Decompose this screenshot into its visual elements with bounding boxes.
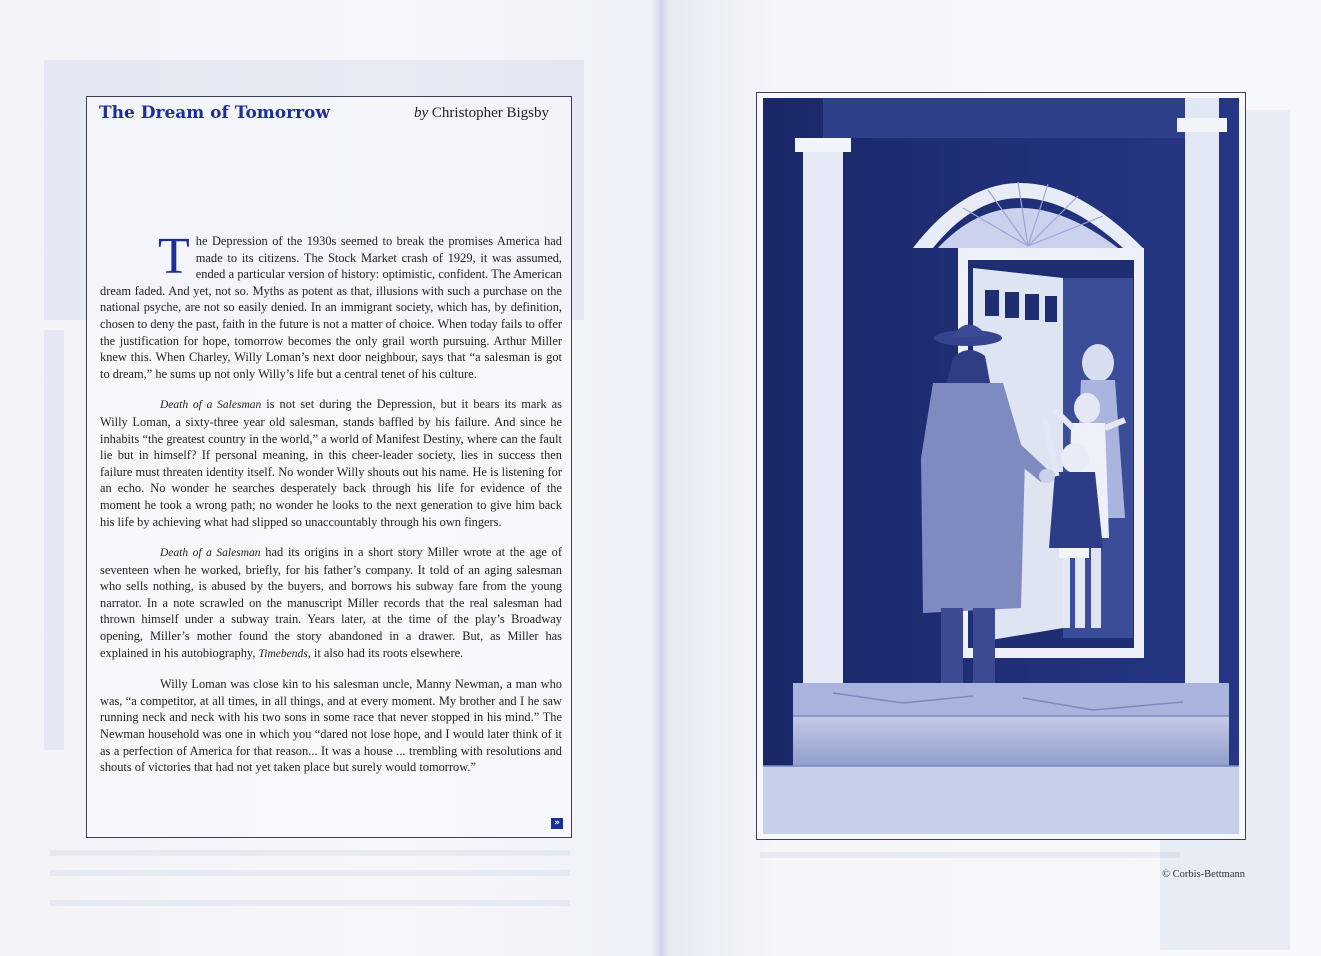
paragraph-1: [100, 228, 562, 382]
photo-credit: © Corbis-Bettmann: [1162, 869, 1245, 880]
doorway-photo: [763, 98, 1239, 834]
photo-frame: [756, 92, 1246, 840]
article-frame: [86, 96, 572, 838]
article-title: The Dream of Tomorrow: [99, 103, 331, 123]
paragraph-2: [100, 396, 562, 530]
page-gutter: [652, 0, 670, 956]
play-title: Death of a Salesman: [160, 547, 261, 560]
paragraph-3: [100, 544, 562, 662]
author-name: Christopher Bigsby: [431, 105, 549, 121]
continue-arrow-icon: »: [551, 818, 563, 829]
paragraph-4-text: Willy Loman was close kin to his salesman uncle, Manny Newman, a man who was, “a competitor, at all times, in all things, and at every moment. My brother and I he saw running neck and neck with his two sons in some race that never stopped in his mind.” The Newman household was one in which you “dared not lose hope, and I would later think of it as a perfection of America for that reason... It was a house ... trembling with resolutions and shouts of victories that had not yet taken place but surely would tomorrow.”: [100, 677, 562, 775]
paragraph-2-text: is not set during the Depression, but it bears its mark as Willy Loman, a sixty-three year old salesman, stands baffled by his failure. And since he inhabits “the greatest country in the world,” a world of Manifest Destiny, where can the fault lie but in himself? If personal meaning, in this cheer-leader society, lies in success then failure must threaten identity itself. No wonder Willy shouts out his name. He is listening for an echo. No wonder he searches desperately back through his life for evidence of the moment he took a wrong path; no wonder he looks to the next generation to give him back his life by achieving what had slipped so unaccountably through his own fingers.: [100, 397, 562, 529]
show-through-line: [50, 870, 570, 876]
byline-prefix: by: [413, 105, 429, 121]
article-body: [100, 228, 562, 790]
doorway-photo-illustration: [763, 98, 1239, 834]
paragraph-3-text-end: , it also had its roots elsewhere.: [307, 645, 464, 660]
show-through-line: [760, 852, 1180, 858]
paragraph-1-text: he Depression of the 1930s seemed to break the promises America had made to its citizens. The Stock Market crash of 1929, it was assumed, ended a particular version of history: optimistic, confident. The American dream faded. And yet, not so. Myths as potent as that, illusions with such a purchase on the national psyche, are not so easily denied. In an immigrant society, which has, by definition, chosen to deny the past, faith in the future is not a matter of choice. When today fails to offer the justification for hope, tomorrow becomes the only grail worth pursuing. Arthur Miller knew this. When Charley, Willy Loman’s next door neighbour, says that “a salesman is got to dream,” he sums up not only Willy’s life but a central tenet of his culture.: [100, 234, 562, 381]
drop-cap: T: [158, 228, 190, 285]
play-title: Death of a Salesman: [160, 399, 262, 412]
byline: [414, 105, 549, 122]
show-through-line: [50, 900, 570, 906]
paragraph-4: [100, 676, 562, 776]
show-through-block: [44, 330, 64, 750]
show-through-line: [50, 850, 570, 856]
paragraph-3-text: had its origins in a short story Miller wrote at the age of seventeen when he worked, briefly, for his father’s company. It told of an aging salesman who sells nothing, is abused by the buyers, and borrows his subway fare from the young narrator. In a note scrawled on the manuscript Miller records that the real salesman had thrown himself under a subway train. Years later, at the time of the play’s Broadway opening, Miller’s mother found the story abandoned in a drawer. But, as Miller has explained in his autobiography,: [100, 545, 562, 660]
book-title: Timebends: [258, 647, 308, 660]
